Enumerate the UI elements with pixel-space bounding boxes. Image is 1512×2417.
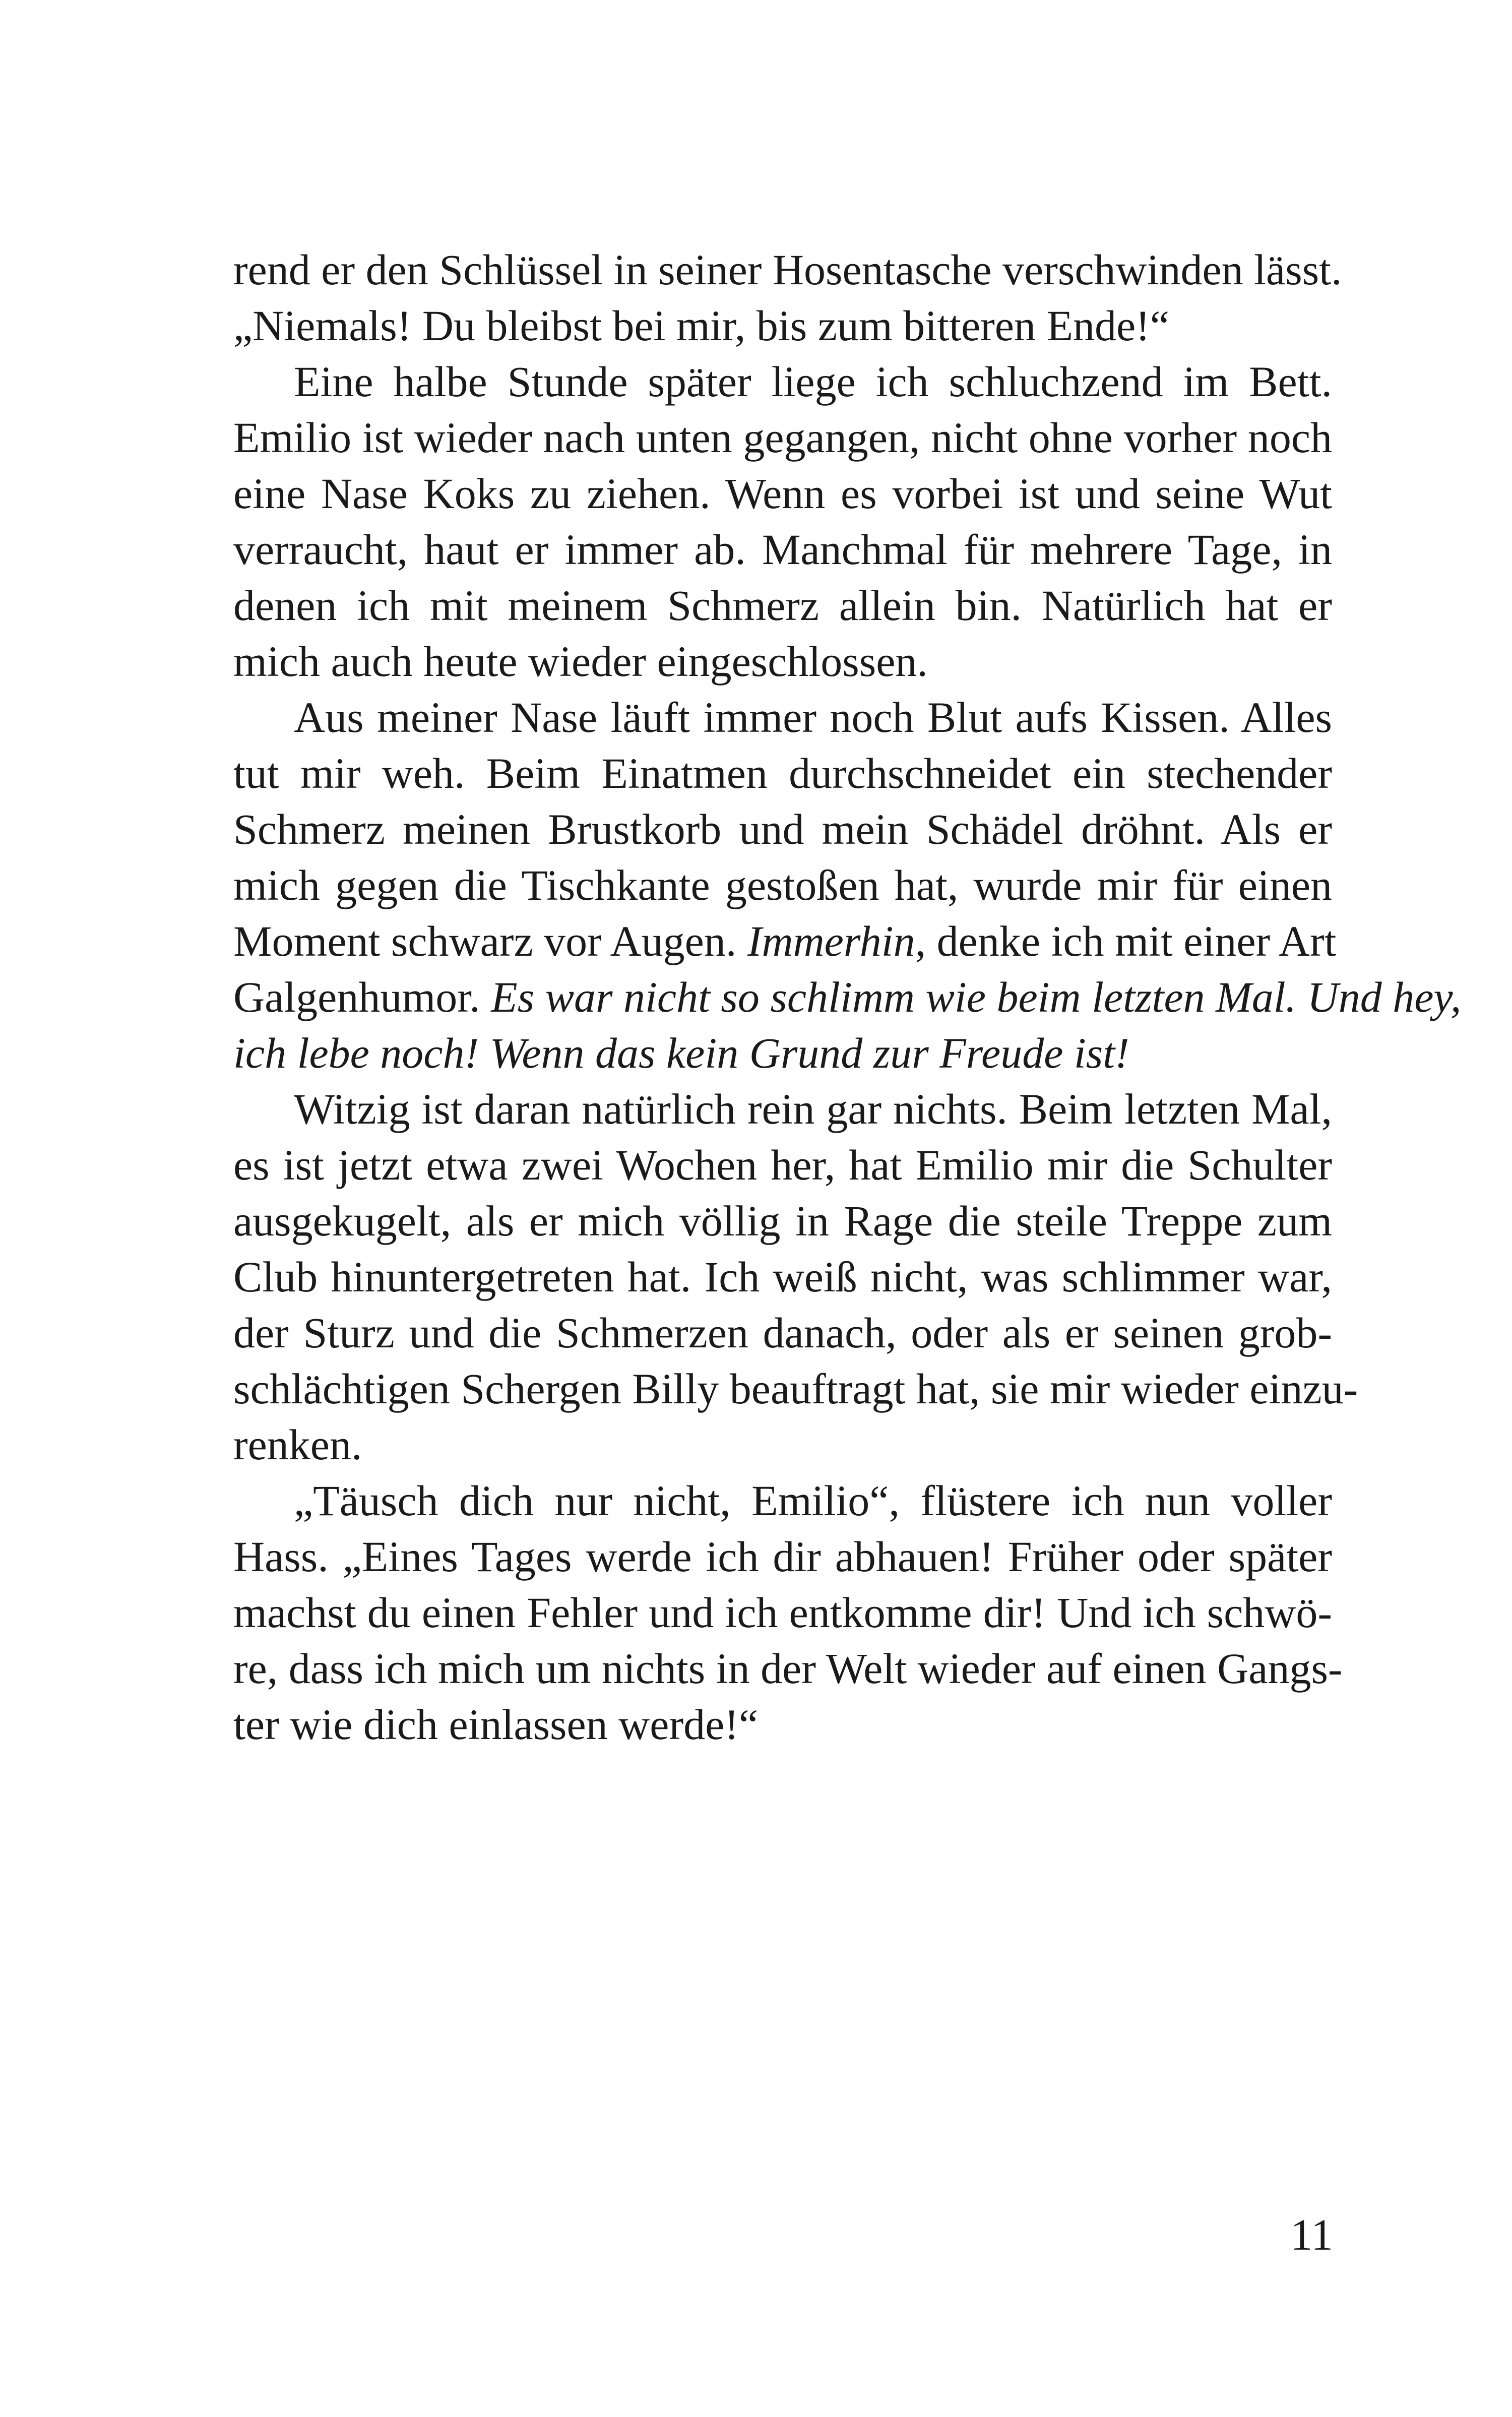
text-line: mich gegen die Tischkante gestoßen hat, wurde mir für einen — [233, 861, 1332, 909]
text-line: Schmerz meinen Brustkorb und mein Schädel dröhnt. Als er — [233, 805, 1332, 853]
text-line: Witzig ist daran natürlich rein gar nichts. Beim letzten Mal, — [294, 1085, 1332, 1133]
text-line: der Sturz und die Schmerzen danach, oder als er seinen grob- — [233, 1309, 1332, 1357]
text-line: es ist jetzt etwa zwei Wochen her, hat Emilio mir die Schulter — [233, 1141, 1332, 1189]
text-span: Galgenhumor. — [233, 973, 491, 1021]
italic-text: Es war nicht so schlimm wie beim letzten Mal. Und hey, — [491, 973, 1462, 1021]
text-line: tut mir weh. Beim Einatmen durchschneidet ein stechender — [233, 749, 1332, 797]
text-line: Emilio ist wieder nach unten gegangen, nicht ohne vorher noch — [233, 413, 1332, 462]
paragraph-2 — [233, 354, 1332, 690]
text-line — [233, 913, 1337, 969]
text-span: , denke ich mit einer Art — [915, 917, 1337, 965]
text-line: ausgekugelt, als er mich völlig in Rage die steile Treppe zum — [233, 1197, 1332, 1245]
text-line: rend er den Schlüssel in seiner Hosentasche verschwinden lässt. — [233, 245, 1342, 294]
text-line: Hass. „Eines Tages werde ich dir abhauen! Früher oder später — [233, 1532, 1332, 1581]
text-line: Eine halbe Stunde später liege ich schluchzend im Bett. — [294, 357, 1332, 406]
text-line: „Täusch dich nur nicht, Emilio“, flüstere ich nun voller — [294, 1476, 1332, 1525]
text-line — [233, 969, 1462, 1025]
text-line: denen ich mit meinem Schmerz allein bin. Natürlich hat er — [233, 581, 1332, 630]
text-line: re, dass ich mich um nichts in der Welt wieder auf einen Gangs- — [233, 1644, 1343, 1693]
text-line: machst du einen Fehler und ich entkomme dir! Und ich schwö- — [233, 1588, 1332, 1637]
italic-text: ich lebe noch! Wenn das kein Grund zur Freude ist! — [233, 1029, 1129, 1077]
paragraph-1 — [233, 242, 1342, 354]
paragraph-5 — [233, 1473, 1343, 1753]
page-number: 11 — [1290, 2211, 1333, 2260]
text-line: „Niemals! Du bleibst bei mir, bis zum bitteren Ende!“ — [233, 301, 1169, 350]
text-line — [233, 1025, 1332, 1081]
paragraph-3 — [233, 690, 1462, 1081]
text-line: schlächtigen Schergen Billy beauftragt hat, sie mir wieder einzu- — [233, 1365, 1358, 1413]
text-span: Moment schwarz vor Augen. — [233, 917, 747, 965]
text-line: ter wie dich einlassen werde!“ — [233, 1700, 759, 1749]
text-line: eine Nase Koks zu ziehen. Wenn es vorbei ist und seine Wut — [233, 469, 1332, 518]
text-line: mich auch heute wieder eingeschlossen. — [233, 637, 928, 686]
book-page-text — [233, 242, 1462, 1753]
paragraph-4 — [233, 1081, 1358, 1473]
italic-text: Immerhin — [747, 917, 915, 965]
text-line: Club hinuntergetreten hat. Ich weiß nicht, was schlimmer war, — [233, 1253, 1332, 1301]
text-line: renken. — [233, 1420, 362, 1469]
text-line: Aus meiner Nase läuft immer noch Blut aufs Kissen. Alles — [294, 693, 1332, 741]
text-line: verraucht, haut er immer ab. Manchmal für mehrere Tage, in — [233, 525, 1332, 574]
